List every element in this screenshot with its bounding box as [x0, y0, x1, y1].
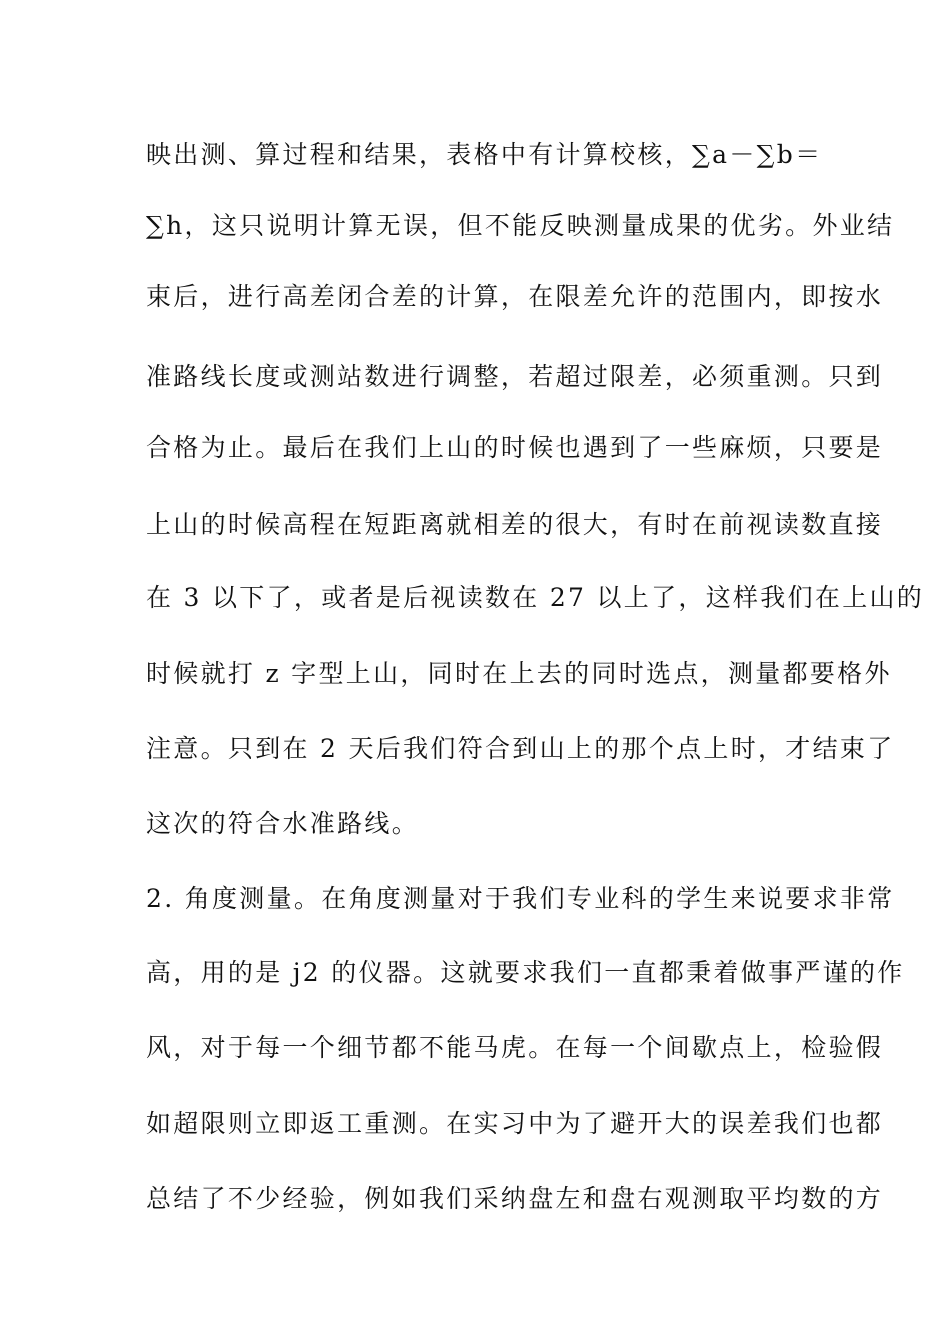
text-line-12: 高，用的是 j2 的仪器。这就要求我们一直都秉着做事严谨的作 [146, 958, 905, 987]
text-line-4: 准路线长度或测站数进行调整，若超过限差，必须重测。只到 [146, 362, 884, 391]
text-line-15: 总结了不少经验，例如我们采纳盘左和盘右观测取平均数的方 [146, 1184, 884, 1213]
text-line-6: 上山的时候高程在短距离就相差的很大，有时在前视读数直接 [146, 510, 884, 539]
text-line-7: 在 3 以下了，或者是后视读数在 27 以上了，这样我们在上山的 [146, 583, 925, 612]
text-line-1: 映出测、算过程和结果，表格中有计算校核，∑a－∑b＝ [146, 140, 823, 169]
text-line-13: 风，对于每一个细节都不能马虎。在每一个间歇点上，检验假 [146, 1033, 884, 1062]
text-line-2: ∑h，这只说明计算无误，但不能反映测量成果的优劣。外业结 [146, 211, 895, 240]
text-line-5: 合格为止。最后在我们上山的时候也遇到了一些麻烦，只要是 [146, 433, 884, 462]
text-line-14: 如超限则立即返工重测。在实习中为了避开大的误差我们也都 [146, 1109, 884, 1138]
text-line-11: 2. 角度测量。在角度测量对于我们专业科的学生来说要求非常 [146, 884, 895, 913]
text-line-10: 这次的符合水准路线。 [146, 809, 420, 838]
text-line-8: 时候就打 z 字型上山，同时在上去的同时选点，测量都要格外 [146, 659, 892, 688]
text-line-3: 束后，进行高差闭合差的计算，在限差允许的范围内，即按水 [146, 282, 884, 311]
text-line-9: 注意。只到在 2 天后我们符合到山上的那个点上时，才结束了 [146, 734, 895, 763]
